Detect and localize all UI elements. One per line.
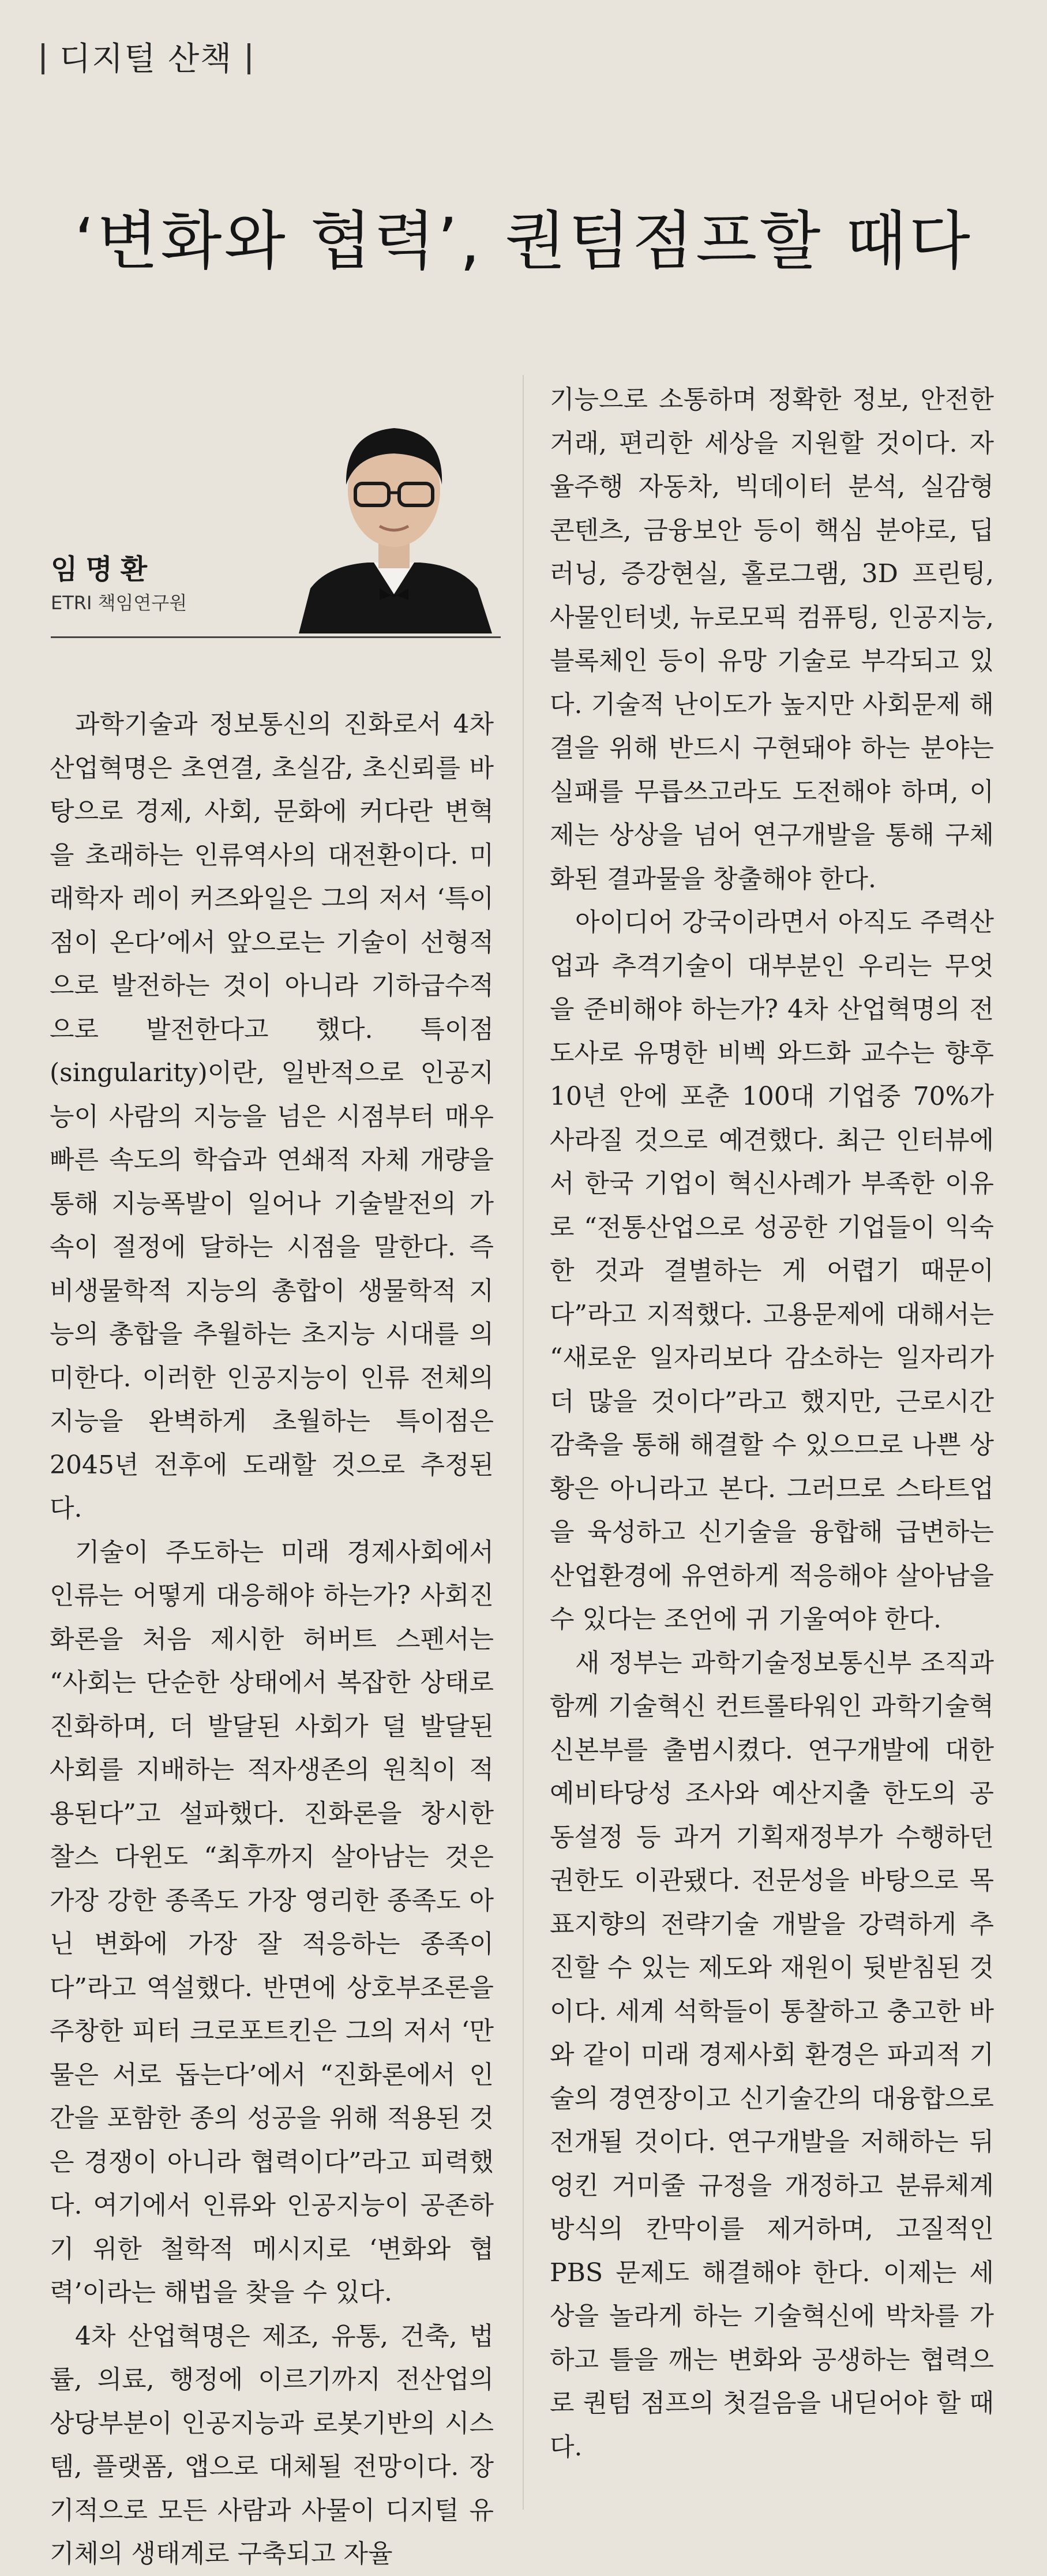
author-title: ETRI 책임연구원 xyxy=(51,592,187,614)
paragraph: 아이디어 강국이라면서 아직도 주력산업과 추격기술이 대부분인 우리는 무엇을 준비해야 하는가? 4차 산업혁명의 전도사로 유명한 비벡 와드화 교수는 향후 10년 안에 포춘 100대 기업중 70%가 사라질 것으로 예견했다. 최근 인터뷰에서 한국 기업이 혁신사례가 부족한 이유로 “전통산업으로 성공한 기업들이 익숙한 것과 결별하는 게 어렵기 때문이다”라고 지적했다. 고용문제에 대해서는 “새로운 일자리보다 감소하는 일자리가 더 많을 것이다”라고 했지만, 근로시간 감축을 통해 해결할 수 있으므로 나쁜 상황은 아니라고 본다. 그러므로 스타트업을 육성하고 신기술을 융합해 급변하는 산업환경에 유연하게 적응해야 살아남을 수 있다는 조언에 귀 기울여야 한다. xyxy=(550,908,994,1634)
author-portrait xyxy=(293,398,495,633)
paragraph: 과학기술과 정보통신의 진화로서 4차 산업혁명은 초연결, 초실감, 초신뢰를 바탕으로 경제, 사회, 문화에 커다란 변혁을 초래하는 인류역사의 대전환이다. 미래학자 레이 커즈와일은 그의 저서 ‘특이점이 온다’에서 앞으로는 기술이 선형적으로 발전하는 것이 아니라 기하급수적으로 발전한다고 했다. 특이점(singularity)이란, 일반적으로 인공지능이 사람의 지능을 넘은 시점부터 매우 빠른 속도의 학습과 연쇄적 자체 개량을 통해 지능폭발이 일어나 기술발전의 가속이 절정에 달하는 시점을 말한다. 즉 비생물학적 지능의 총합이 생물학적 지능의 총합을 추월하는 초지능 시대를 의미한다. 이러한 인공지능이 인류 전체의 지능을 완벽하게 초월하는 특이점은 2045년 전후에 도래할 것으로 추정된다. xyxy=(50,710,494,1523)
column-gutter xyxy=(523,375,524,2510)
paragraph: 새 정부는 과학기술정보통신부 조직과 함께 기술혁신 컨트롤타워인 과학기술혁신본부를 출범시켰다. 연구개발에 대한 예비타당성 조사와 예산지출 한도의 공동설정 등 과거 기획재정부가 수행하던 권한도 이관됐다. 전문성을 바탕으로 목표지향의 전략기술 개발을 강력하게 추진할 수 있는 제도와 재원이 뒷받침된 것이다. 세계 석학들이 통찰하고 충고한 바와 같이 미래 경제사회 환경은 파괴적 기술의 경연장이고 신기술간의 대융합으로 전개될 것이다. 연구개발을 저해하는 뒤엉킨 거미줄 규정을 개정하고 분류체계 방식의 칸막이를 제거하며, 고질적인 PBS 문제도 해결해야 한다. 이제는 세상을 놀라게 하는 기술혁신에 박차를 가하고 틀을 깨는 변화와 공생하는 협력으로 퀀텀 점프의 첫걸음을 내딛어야 할 때다. xyxy=(550,1648,994,2462)
article-column-1 xyxy=(50,703,494,2576)
section-bar-left xyxy=(42,43,44,74)
article-column-2 xyxy=(550,378,994,2469)
author-name: 임명환 xyxy=(51,553,156,586)
author-block xyxy=(51,398,501,635)
article-headline: ‘변화와 협력’, 퀀텀점프할 때다 xyxy=(74,204,973,278)
paragraph: 기능으로 소통하며 정확한 정보, 안전한 거래, 편리한 세상을 지원할 것이다. 자율주행 자동차, 빅데이터 분석, 실감형 콘텐츠, 금융보안 등이 핵심 분야로, 딥러닝, 증강현실, 홀로그램, 3D 프린팅, 사물인터넷, 뉴로모픽 컴퓨팅, 인공지능, 블록체인 등이 유망 기술로 부각되고 있다. 기술적 난이도가 높지만 사회문제 해결을 위해 반드시 구현돼야 하는 분야는 실패를 무릅쓰고라도 도전해야 하며, 이제는 상상을 넘어 연구개발을 통해 구체화된 결과물을 창출해야 한다. xyxy=(550,385,994,894)
section-header xyxy=(42,33,265,80)
author-divider xyxy=(51,636,501,638)
section-label: 디지털 산책 xyxy=(59,40,233,78)
paragraph: 4차 산업혁명은 제조, 유통, 건축, 법률, 의료, 행정에 이르기까지 전산업의 상당부분이 인공지능과 로봇기반의 시스템, 플랫폼, 앱으로 대체될 전망이다. 장기적으로 모든 사람과 사물이 디지털 유기체의 생태계로 구축되고 자율 xyxy=(50,2321,494,2568)
paragraph: 기술이 주도하는 미래 경제사회에서 인류는 어떻게 대응해야 하는가? 사회진화론을 처음 제시한 허버트 스펜서는 “사회는 단순한 상태에서 복잡한 상태로 진화하며, 더 발달된 사회가 덜 발달된 사회를 지배하는 적자생존의 원칙이 적용된다”고 설파했다. 진화론을 창시한 찰스 다윈도 “최후까지 살아남는 것은 가장 강한 종족도 가장 영리한 종족도 아닌 변화에 가장 잘 적응하는 종족이다”라고 역설했다. 반면에 상호부조론을 주창한 피터 크로포트킨은 그의 저서 ‘만물은 서로 돕는다’에서 “진화론에서 인간을 포함한 종의 성공을 위해 적용된 것은 경쟁이 아니라 협력이다”라고 피력했다. 여기에서 인류와 인공지능이 공존하기 위한 철학적 메시지로 ‘변화와 협력’이라는 해법을 찾을 수 있다. xyxy=(50,1537,494,2307)
section-bar-right xyxy=(247,43,250,74)
